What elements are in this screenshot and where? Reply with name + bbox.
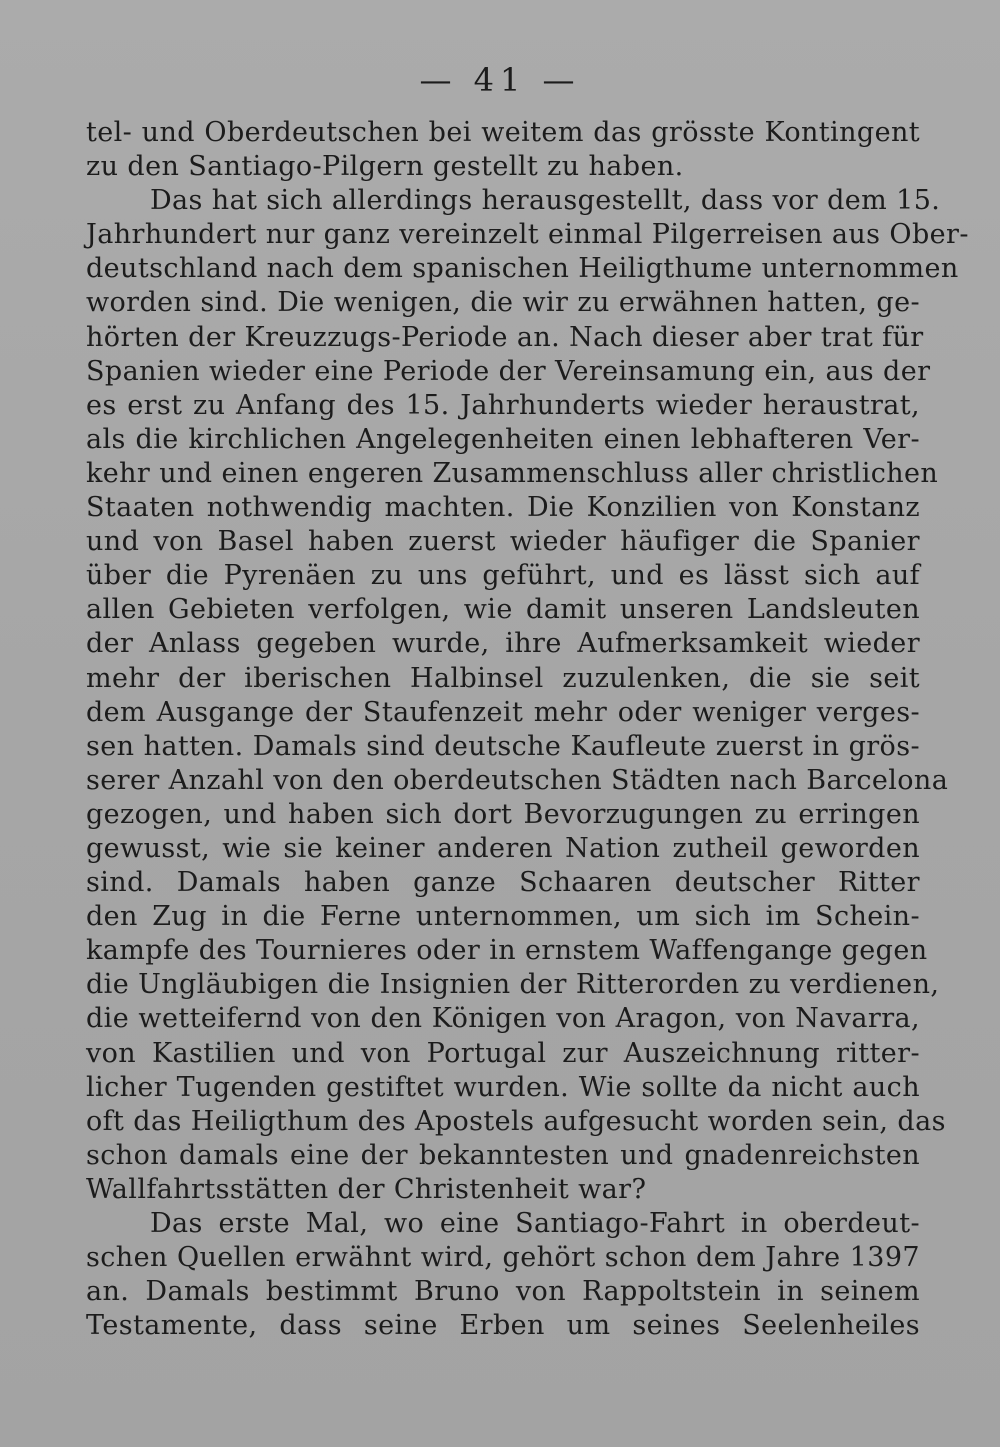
text-line: Wallfahrtsstätten der Christenheit war?: [86, 1173, 647, 1205]
text-line: schon damals eine der bekanntesten und gnadenreichsten: [86, 1139, 920, 1171]
text-line: gezogen, und haben sich dort Bevorzugungen zu erringen: [86, 798, 920, 830]
text-line: mehr der iberischen Halbinsel zuzulenken, die sie seit: [86, 662, 920, 694]
text-line: deutschland nach dem spanischen Heiligthume unternommen: [86, 253, 959, 285]
text-line: sen hatten. Damals sind deutsche Kaufleute zuerst in grös-: [86, 730, 920, 762]
text-line: kehr und einen engeren Zusammenschluss aller christlichen: [86, 457, 939, 489]
text-line: Das hat sich allerdings herausgestellt, dass vor dem 15.: [150, 185, 941, 217]
text-line: Testamente, dass seine Erben um seines Seelenheiles: [86, 1310, 920, 1342]
text-line: die wetteifernd von den Königen von Aragon, von Navarra,: [86, 1003, 920, 1035]
text-line: zu den Santiago-Pilgern gestellt zu haben.: [86, 151, 684, 183]
text-line: Spanien wieder eine Periode der Vereinsamung ein, aus der: [86, 355, 931, 387]
text-line: es erst zu Anfang des 15. Jahrhunderts wieder heraustrat,: [86, 389, 920, 421]
text-line: schen Quellen erwähnt wird, gehört schon dem Jahre 1397: [86, 1242, 920, 1274]
text-line: Staaten nothwendig machten. Die Konzilien von Konstanz: [86, 492, 920, 524]
text-line: licher Tugenden gestiftet wurden. Wie sollte da nicht auch: [86, 1071, 920, 1103]
text-line: als die kirchlichen Angelegenheiten einen lebhafteren Ver-: [86, 423, 920, 455]
body-text: [86, 116, 969, 1343]
text-line: gewusst, wie sie keiner anderen Nation zutheil geworden: [86, 832, 920, 864]
text-line: Jahrhundert nur ganz vereinzelt einmal Pilgerreisen aus Ober-: [86, 219, 969, 251]
text-line: die Ungläubigen die Insignien der Ritterorden zu verdienen,: [86, 969, 940, 1001]
text-line: von Kastilien und von Portugal zur Auszeichnung ritter-: [86, 1037, 920, 1069]
text-line: an. Damals bestimmt Bruno von Rappoltstein in seinem: [86, 1276, 920, 1308]
text-line: allen Gebieten verfolgen, wie damit unseren Landsleuten: [86, 594, 920, 626]
text-line: tel- und Oberdeutschen bei weitem das grösste Kontingent: [86, 117, 920, 148]
text-line: über die Pyrenäen zu uns geführt, und es lässt sich auf: [86, 560, 920, 592]
text-line: serer Anzahl von den oberdeutschen Städten nach Barcelona: [86, 764, 949, 796]
text-line: und von Basel haben zuerst wieder häufiger die Spanier: [86, 526, 920, 558]
text-line: der Anlass gegeben wurde, ihre Aufmerksamkeit wieder: [86, 628, 920, 660]
text-line: Das erste Mal, wo eine Santiago-Fahrt in oberdeut-: [150, 1208, 920, 1239]
text-line: sind. Damals haben ganze Schaaren deutscher Ritter: [86, 867, 920, 899]
text-line: kampfe des Tournieres oder in ernstem Waffengange gegen: [86, 935, 928, 967]
text-line: worden sind. Die wenigen, die wir zu erwähnen hatten, ge-: [86, 287, 920, 319]
page-number: — 41 —: [419, 61, 581, 99]
text-line: oft das Heiligthum des Apostels aufgesucht worden sein, das: [86, 1105, 946, 1137]
text-line: hörten der Kreuzzugs-Periode an. Nach dieser aber trat für: [86, 321, 924, 353]
text-line: dem Ausgange der Staufenzeit mehr oder weniger verges-: [86, 696, 920, 728]
text-line: den Zug in die Ferne unternommen, um sich im Schein-: [86, 901, 920, 933]
